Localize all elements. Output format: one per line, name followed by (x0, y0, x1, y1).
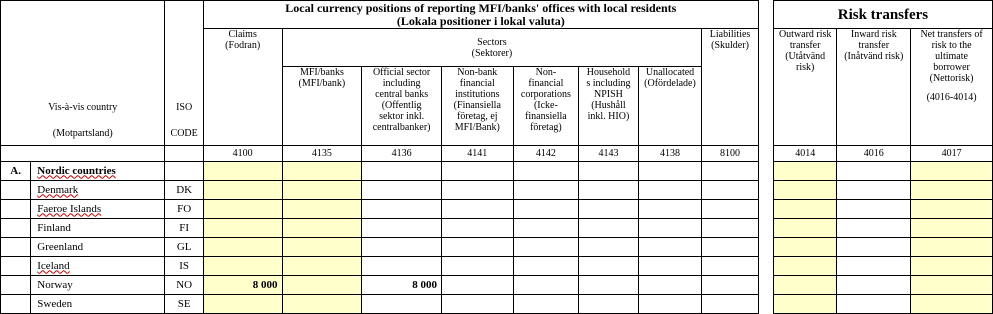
household-line-4: (Hushåll (591, 100, 626, 111)
nbfi-line-2: financial (459, 78, 495, 89)
household-cell[interactable] (579, 295, 639, 314)
iso-code: SE (165, 295, 203, 314)
nfc-header (513, 67, 579, 146)
mfi-cell[interactable] (282, 257, 362, 276)
household-line-2: s including (586, 78, 631, 89)
input-cell[interactable] (837, 162, 911, 181)
column-gap (758, 295, 773, 314)
column-gap (758, 257, 773, 276)
code-header-label: CODE (170, 128, 198, 139)
input-cell[interactable] (773, 162, 837, 181)
outward-risk-cell[interactable] (773, 295, 837, 314)
nbfi-line-5: företag, ej (457, 111, 498, 122)
outward-risk-cell[interactable] (773, 181, 837, 200)
official-line-3: central banks (375, 89, 429, 100)
iso-code: DK (165, 181, 203, 200)
iso-code: IS (165, 257, 203, 276)
country-name (31, 276, 165, 295)
mfi-cell[interactable] (282, 238, 362, 257)
inward-risk-cell[interactable] (837, 181, 911, 200)
country-name (31, 257, 165, 276)
inward-risk-cell[interactable] (837, 295, 911, 314)
unallocated-label: Unallocated (645, 67, 695, 78)
nfc-line-2: financial (528, 78, 564, 89)
code-4138: 4138 (638, 146, 702, 162)
row-indent-cell (1, 181, 31, 200)
nfc-cell[interactable] (513, 181, 579, 200)
mfi-label-sv: (MFI/bank) (298, 78, 346, 89)
nbfi-header (441, 67, 513, 146)
table-row (1, 238, 993, 257)
iso-code: NO (165, 276, 203, 295)
official-sector-cell[interactable] (362, 200, 442, 219)
inward-risk-cell[interactable] (837, 257, 911, 276)
unallocated-cell[interactable] (638, 295, 702, 314)
net-risk-cell[interactable] (911, 276, 993, 295)
official-line-4: (Offentlig (381, 100, 422, 111)
row-indent-cell (1, 276, 31, 295)
claims-cell[interactable] (203, 257, 282, 276)
official-line-5: sektor inkl. (379, 111, 425, 122)
input-cell[interactable] (203, 162, 282, 181)
code-4136: 4136 (362, 146, 442, 162)
inward-risk-cell[interactable] (837, 276, 911, 295)
country-name-text: Norway (37, 278, 73, 291)
outward-line-2: transfer (789, 40, 821, 51)
net-risk-cell[interactable] (911, 219, 993, 238)
section-label (31, 162, 165, 181)
liabilities-cell[interactable] (702, 219, 759, 238)
sectors-label: Sectors (477, 36, 507, 48)
code-4143: 4143 (579, 146, 639, 162)
household-cell[interactable] (579, 200, 639, 219)
code-row-blank (1, 146, 165, 162)
country-name (31, 238, 165, 257)
country-name-text: Iceland (37, 259, 70, 272)
mfi-cell[interactable] (282, 200, 362, 219)
liabilities-cell[interactable] (702, 238, 759, 257)
household-cell[interactable] (579, 257, 639, 276)
unallocated-cell[interactable] (638, 238, 702, 257)
unallocated-header (638, 67, 702, 146)
official-sector-cell[interactable] (362, 295, 442, 314)
row-indent-cell (1, 295, 31, 314)
column-gap (758, 200, 773, 219)
inward-risk-header (837, 29, 911, 146)
official-line-2: including (382, 78, 421, 89)
net-line-4: borrower (933, 62, 970, 73)
country-name-text: Faeroe Islands (37, 202, 102, 215)
claims-label: Claims (228, 29, 257, 40)
net-line-2: risk to the (931, 40, 972, 51)
inward-line-2: transfer (858, 40, 890, 51)
country-name-text: Finland (37, 221, 71, 234)
household-cell[interactable] (579, 181, 639, 200)
claims-cell[interactable]: 8 000 (203, 276, 282, 295)
code-4141: 4141 (441, 146, 513, 162)
liabilities-cell[interactable] (702, 257, 759, 276)
nfc-cell[interactable] (513, 219, 579, 238)
outward-risk-cell[interactable] (773, 257, 837, 276)
nbfi-cell[interactable] (441, 257, 513, 276)
liabilities-header (702, 29, 759, 146)
nfc-cell[interactable] (513, 257, 579, 276)
local-positions-title (203, 1, 758, 29)
official-sector-cell[interactable] (362, 181, 442, 200)
household-line-1: Household (586, 67, 631, 78)
code-row-blank-iso (165, 146, 203, 162)
iso-code: FI (165, 219, 203, 238)
outward-risk-cell[interactable] (773, 276, 837, 295)
row-indent-cell (1, 219, 31, 238)
net-risk-cell[interactable] (911, 200, 993, 219)
mfi-cell[interactable] (282, 219, 362, 238)
column-gap (758, 238, 773, 257)
official-sector-cell[interactable] (362, 257, 442, 276)
nbfi-cell[interactable] (441, 181, 513, 200)
row-indent-cell (1, 200, 31, 219)
nbfi-line-6: MFI/Bank) (454, 122, 500, 133)
official-sector-cell[interactable]: 8 000 (362, 276, 442, 295)
unallocated-cell[interactable] (638, 200, 702, 219)
country-name-text: Denmark (37, 183, 79, 196)
input-cell[interactable] (441, 162, 513, 181)
country-name (31, 181, 165, 200)
unallocated-cell[interactable] (638, 257, 702, 276)
nfc-line-1: Non- (535, 67, 557, 78)
title-en: Local currency positions of reporting MFI/banks' offices with local residents (285, 0, 677, 15)
unallocated-cell[interactable] (638, 181, 702, 200)
country-header-label: Vis-à-vis country (48, 102, 118, 113)
table-row (1, 276, 993, 295)
inward-risk-cell[interactable] (837, 219, 911, 238)
official-sector-cell[interactable] (362, 219, 442, 238)
sectors-header (282, 29, 702, 67)
country-name (31, 200, 165, 219)
outward-line-1: Outward risk (778, 29, 832, 40)
official-line-1: Official sector (372, 67, 431, 78)
outward-risk-cell[interactable] (773, 238, 837, 257)
nfc-cell[interactable] (513, 295, 579, 314)
code-8100: 8100 (702, 146, 759, 162)
liabilities-label-sv: (Skulder) (711, 40, 749, 51)
input-cell[interactable] (702, 162, 759, 181)
column-gap (758, 1, 773, 181)
nfc-cell[interactable] (513, 200, 579, 219)
nfc-line-3: corporations (520, 89, 571, 100)
nbfi-cell[interactable] (441, 200, 513, 219)
official-line-6: centralbanker) (372, 122, 431, 133)
iso-header (165, 1, 203, 146)
nbfi-cell[interactable] (441, 276, 513, 295)
risk-transfers-title: Risk transfers (773, 1, 992, 29)
country-rows (1, 181, 993, 314)
input-cell[interactable] (638, 162, 702, 181)
household-cell[interactable] (579, 219, 639, 238)
input-cell[interactable] (579, 162, 639, 181)
mfi-cell[interactable] (282, 181, 362, 200)
net-line-5: (Nettorisk) (929, 73, 974, 84)
country-name-text: Sweden (37, 297, 73, 310)
net-risk-header (911, 29, 993, 146)
liabilities-cell[interactable] (702, 200, 759, 219)
iso-code: GL (165, 238, 203, 257)
household-line-3: NPISH (594, 89, 623, 100)
liabilities-cell[interactable] (702, 181, 759, 200)
input-cell[interactable] (362, 162, 442, 181)
code-4100: 4100 (203, 146, 282, 162)
mfi-header (282, 67, 362, 146)
mfi-label: MFI/banks (299, 67, 344, 78)
column-gap (758, 181, 773, 200)
row-indent-cell (1, 238, 31, 257)
inward-risk-cell[interactable] (837, 238, 911, 257)
code-4135: 4135 (282, 146, 362, 162)
row-indent-cell (1, 257, 31, 276)
iso-header-label: ISO (176, 102, 193, 113)
mfi-cell[interactable] (282, 295, 362, 314)
unallocated-cell[interactable] (638, 276, 702, 295)
net-risk-cell[interactable] (911, 238, 993, 257)
outward-risk-header (773, 29, 837, 146)
net-line-1: Net transfers of (920, 29, 983, 40)
nbfi-cell[interactable] (441, 238, 513, 257)
nfc-cell[interactable] (513, 238, 579, 257)
table-row (1, 295, 993, 314)
claims-cell[interactable] (203, 295, 282, 314)
claims-header (203, 29, 282, 146)
country-header-label-sv: (Motpartsland) (52, 128, 113, 139)
unallocated-cell[interactable] (638, 219, 702, 238)
claims-label-sv: (Fodran) (225, 40, 261, 51)
household-cell[interactable] (579, 276, 639, 295)
liabilities-label: Liabilities (709, 29, 751, 40)
sectors-label-sv: (Sektorer) (471, 47, 513, 59)
column-gap (758, 219, 773, 238)
nfc-line-4: (Icke- (533, 100, 558, 111)
nbfi-cell[interactable] (441, 295, 513, 314)
country-name (31, 219, 165, 238)
liabilities-cell[interactable] (702, 295, 759, 314)
inward-line-1: Inward risk (850, 29, 897, 40)
table-row (1, 219, 993, 238)
net-risk-cell[interactable] (911, 257, 993, 276)
country-name-text: Greenland (37, 240, 84, 253)
nbfi-line-4: (Finansiella (453, 100, 501, 111)
outward-line-4: risk) (796, 62, 815, 73)
iso-code: FO (165, 200, 203, 219)
unallocated-label-sv: (Ofördelade) (644, 78, 696, 89)
table-row (1, 257, 993, 276)
mfi-cell[interactable] (282, 276, 362, 295)
claims-cell[interactable] (203, 181, 282, 200)
official-sector-header (362, 67, 442, 146)
outward-risk-cell[interactable] (773, 219, 837, 238)
outward-risk-cell[interactable] (773, 200, 837, 219)
code-4017: 4017 (911, 146, 993, 162)
country-header (1, 1, 165, 146)
country-name (31, 295, 165, 314)
section-label-text: Nordic countries (37, 164, 116, 177)
claims-cell[interactable] (203, 200, 282, 219)
nfc-line-5: finansiella (525, 111, 567, 122)
claims-cell[interactable] (203, 219, 282, 238)
household-line-5: inkl. HIO) (587, 111, 630, 122)
liabilities-cell[interactable] (702, 276, 759, 295)
table-row (1, 181, 993, 200)
nbfi-line-1: Non-bank (457, 67, 498, 78)
input-cell[interactable] (282, 162, 362, 181)
household-cell[interactable] (579, 238, 639, 257)
household-header (579, 67, 639, 146)
net-line-6: (4016-4014) (926, 92, 977, 103)
code-4142: 4142 (513, 146, 579, 162)
nbfi-cell[interactable] (441, 219, 513, 238)
nfc-line-6: företag) (530, 122, 562, 133)
section-iso-cell (165, 162, 203, 181)
net-risk-cell[interactable] (911, 181, 993, 200)
nfc-cell[interactable] (513, 276, 579, 295)
input-cell[interactable] (911, 162, 993, 181)
official-sector-cell[interactable] (362, 238, 442, 257)
inward-risk-cell[interactable] (837, 200, 911, 219)
code-4014: 4014 (773, 146, 837, 162)
table-row (1, 200, 993, 219)
section-letter: A. (1, 162, 31, 181)
inward-line-3: (Inåtvänd risk) (844, 51, 904, 62)
nbfi-line-3: institutions (455, 89, 500, 100)
title-sv: (Lokala positioner i lokal valuta) (396, 13, 565, 28)
claims-cell[interactable] (203, 238, 282, 257)
input-cell[interactable] (513, 162, 579, 181)
column-gap (758, 276, 773, 295)
net-line-3: ultimate (935, 51, 968, 62)
net-risk-cell[interactable] (911, 295, 993, 314)
outward-line-3: (Utåtvänd (785, 51, 826, 62)
code-4016: 4016 (837, 146, 911, 162)
